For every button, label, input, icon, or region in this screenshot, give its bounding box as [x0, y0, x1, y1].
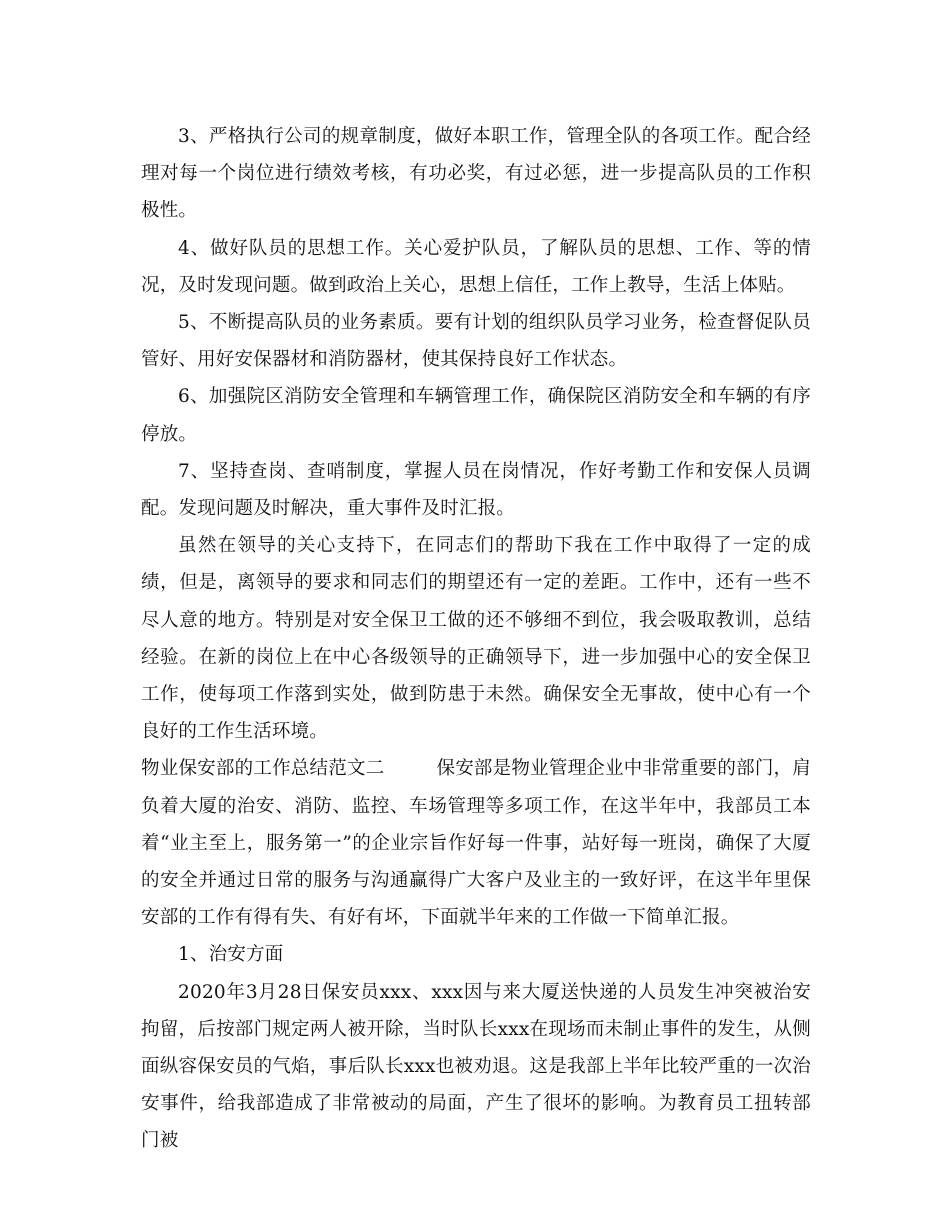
paragraph-item-4: 4、做好队员的思想工作。关心爱护队员，了解队员的思想、工作、等的情况，及时发现问题。做到政治上关心，思想上信任，工作上教导，生活上体贴。 — [141, 237, 811, 296]
paragraph-summary: 虽然在领导的关心支持下，在同志们的帮助下我在工作中取得了一定的成绩，但是，离领导的要求和同志们的期望还有一定的差距。工作中，还有一些不尽人意的地方。特别是对安全保卫工做的还不够细不到位，我会吸取教训，总结经验。在新的岗位上在中心各级领导的正确领导下，进一步加强中心的安全保卫工作，使每项工作落到实处，做到防患于未然。确保安全无事故，使中心有一个良好的工作生活环境。 — [141, 535, 811, 743]
paragraph-item-7: 7、坚持查岗、查哨制度，掌握人员在岗情况，作好考勤工作和安保人员调配。发现问题及时解决，重大事件及时汇报。 — [141, 460, 811, 520]
section-paragraph — [141, 750, 811, 936]
paragraph-item-5: 5、不断提高队员的业务素质。要有计划的组织队员学习业务，检查督促队员管好、用好安保器材和消防器材，使其保持良好工作状态。 — [141, 312, 811, 371]
section-title: 物业保安部的工作总结范文二 — [141, 758, 385, 780]
subheading: 1、治安方面 — [178, 944, 284, 966]
paragraph-item-3: 3、严格执行公司的规章制度，做好本职工作，管理全队的各项工作。配合经理对每一个岗位进行绩效考核，有功必奖，有过必惩，进一步提高队员的工作积极性。 — [141, 126, 811, 222]
section-intro: 保安部是物业管理企业中非常重要的部门，肩负着大厦的治安、消防、监控、车场管理等多项工作，在这半年中，我部员工本着“业主至上，服务第一”的企业宗旨作好每一件事，站好每一班岗，确保了大厦的安全并通过日常的服务与沟通赢得广大客户及业主的一致好评，在这半年里保安部的工作有得有失、有好有坏，下面就半年来的工作做一下简单汇报。 — [141, 758, 811, 929]
paragraph-incident: 2020年3月28日保安员xxx、xxx因与来大厦送快递的人员发生冲突被治安拘留，后按部门规定两人被开除，当时队长xxx在现场而未制止事件的发生，从侧面纵容保安员的气焰，事后队长xxx也被劝退。这是我部上半年比较严重的一次治安事件，给我部造成了非常被动的局面，产生了很坏的影响。为教育员工扭转部门被 — [141, 981, 811, 1152]
document-page — [141, 118, 811, 1160]
paragraph-item-6: 6、加强院区消防安全管理和车辆管理工作，确保院区消防安全和车辆的有序停放。 — [141, 386, 811, 445]
